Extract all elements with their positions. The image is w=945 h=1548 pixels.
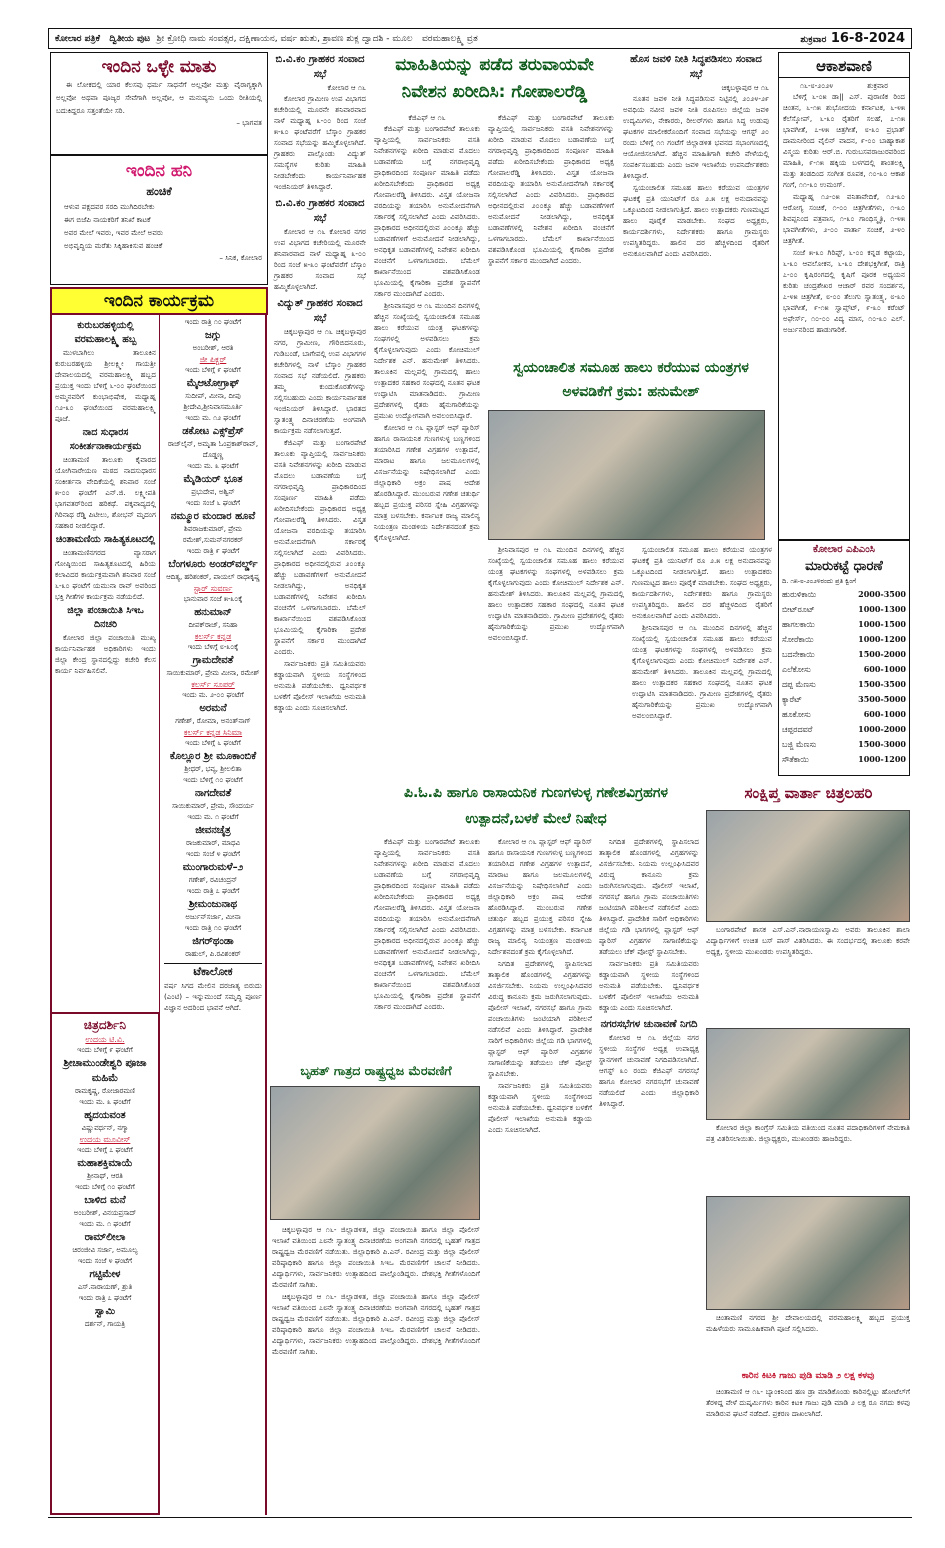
apmc-price: 2000-3500	[858, 589, 906, 599]
apmc-item: ಹುರುಳಿಕಾಯಿ	[782, 590, 817, 599]
bvk-text: ಕೋಲಾರ ಗ್ರಾಮೀಣ ಉಪ ವಿಭಾಗದ ಕಚೇರಿಯಲ್ಲಿ ಮೂರನೇ ಶನಿವಾರವಾದ ನಾಳೆ ಮಧ್ಯಾಹ್ನ ೩-೦೦ ರಿಂದ ಸಂಜೆ ೫-೩೦ ಘಂಟೆವರೆಗೆ ಬೆಸ್ಕಾಂ ಗ್ರಾಹಕರ ಸಂವಾದ ಸಭೆಯನ್ನು ಹಮ್ಮಿಕೊಳ್ಳಲಾಗಿದೆ. ಗ್ರಾಹಕರು ಪಾಲ್ಗೊಂಡು ವಿದ್ಯುತ್ ಸಮಸ್ಯೆಗಳ ಕುರಿತು ಮಾಹಿತಿ ನೀಡಬೇಕೆಂದು ಕಾರ್ಯನಿರ್ವಾಹಕ ಇಂಜಿನಿಯರ್ ತಿಳಿಸಿದ್ದಾರೆ.	[274, 94, 366, 191]
lead-col-2	[486, 112, 616, 354]
tv-listing	[55, 1097, 155, 1134]
program-heading: ಕುರುಬರಹಳ್ಳಿಯಲ್ಲಿ ವರಮಹಾಲಕ್ಷ್ಮಿ ಹಬ್ಬ	[74, 320, 137, 345]
lead-text-cont: ಕೋಲಾರ ಆ ೧೬ ಪ್ಲಾಸ್ಟರ್ ಆಫ್ ಪ್ಯಾರಿಸ್ ಹಾಗೂ ರಾಸಾಯನಿಕ ಗುಣಗಳುಳ್ಳ ಬಣ್ಣಗಳಿಂದ ತಯಾರಿಸಿದ ಗಣೇಶ ವಿಗ್ರಹಗಳ ಉತ್ಪಾದನೆ, ಮಾರಾಟ ಹಾಗೂ ಜಲಮೂಲಗಳಲ್ಲಿ ವಿಸರ್ಜನೆಯನ್ನು ನಿಷೇಧಿಸಲಾಗಿದೆ ಎಂದು ಜಿಲ್ಲಾಧಿಕಾರಿ ಅಕ್ರಂ ಪಾಷ ಆದೇಶ ಹೊರಡಿಸಿದ್ದಾರೆ. ಮುಂಬರುವ ಗಣೇಶ ಚತುರ್ಥಿ ಹಬ್ಬದ ಪ್ರಯುಕ್ತ ಪರಿಸರ ಸ್ನೇಹಿ ವಿಗ್ರಹಗಳನ್ನು ಮಾತ್ರ ಬಳಸಬೇಕು. ಕರ್ನಾಟಕ ರಾಜ್ಯ ಮಾಲಿನ್ಯ ನಿಯಂತ್ರಣ ಮಂಡಳಿಯ ನಿರ್ದೇಶನದಂತೆ ಕ್ರಮ ಕೈಗೊಳ್ಳಲಾಗಿದೆ.	[374, 423, 480, 542]
show-title: ಸ್ವಾಮಿ	[94, 1306, 116, 1317]
apmc-price: 1000-2000	[858, 724, 906, 734]
show-title: ಅರಮನೆ	[199, 703, 227, 714]
apmc-row	[782, 662, 906, 677]
show-time: ಇಂದು ಸಂಜೆ ೬ ಘಂಟೆಗೆ	[185, 499, 241, 507]
show-time: ಇಂದು ಬೆಳಿಗ್ಗೆ ೯ ಘಂಟೆಗೆ	[185, 366, 241, 374]
show-cast: ಚಿರಂಜೀವಿ ಸರ್ಜಾ, ಅಮೂಲ್ಯ	[72, 1246, 138, 1254]
apmc-org: ಕೋಲಾರ ಎಪಿಎಂಸಿ	[813, 544, 875, 555]
channel-name: ಉದಯ ಟಿ.ವಿ.	[85, 1035, 125, 1044]
apmc-item: ಹೂಕೋಸು	[782, 710, 811, 719]
almanac: ಶ್ರೀ ಕ್ರೋಧಿ ನಾಮ ಸಂವತ್ಸರ, ದಕ್ಷಿಣಾಯನ, ವರ್ಷ ಋತು, ಶ್ರಾವಣ ಶುಕ್ಲ ದ್ವಾದಶಿ - ಮೂಲ	[156, 33, 413, 44]
show-title: ಮೈಡಿಯರ್ ಭೂತ	[183, 474, 243, 485]
tv-listing	[55, 1219, 155, 1256]
show-cast: ಗಣೇಶ್, ರೋಮಾ, ಅನಂತ್‌ನಾಗ್	[175, 717, 251, 725]
flag-photo	[270, 1086, 480, 1220]
tv-listing	[164, 546, 262, 583]
program-heading: ನಾದ ಸುಧಾರಸ ಸಂಕೀರ್ತನಾಕಾರ್ಯಕ್ರಮ	[69, 427, 142, 452]
apmc-price: 3500-5000	[858, 694, 906, 704]
brief-caption-1: ಬಂಗಾರಪೇಟೆ ಶಾಸಕ ಎಸ್.ಎನ್.ನಾರಾಯಣಸ್ವಾಮಿ ಅವರು ತಾಲೂಕಿನ ಶಾಲಾ ವಿದ್ಯಾರ್ಥಿಗಳಿಗೆ ಉಚಿತ ಬಸ್ ಪಾಸ್ ವಿತರಿಸಿದರು. ಈ ಸಂದರ್ಭದಲ್ಲಿ ತಾಲೂಕು ಕರವೇ ಅಧ್ಯಕ್ಷ, ಸ್ಥಳೀಯ ಮುಖಂಡರು ಉಪಸ್ಥಿತರಿದ್ದರು.	[706, 925, 910, 956]
date: ಶುಕ್ರವಾರ 16-8-2024	[800, 31, 905, 46]
show-title: ಜಗ್ಗು	[205, 330, 221, 341]
akashavani-day: ಶುಕ್ರವಾರ	[867, 81, 889, 90]
briefs-title: ಸಂಕ್ಷಿಪ್ತ ವಾರ್ತಾ ಚಿತ್ರಲಹರಿ	[744, 784, 873, 802]
flag-headline: ಬೃಹತ್ ಗಾತ್ರದ ರಾಷ್ಟ್ರಧ್ವಜ ಮೆರವಣಿಗೆ	[300, 1063, 452, 1078]
apmc-row	[782, 617, 906, 632]
pop-headline: ಪಿ.ಓ.ಪಿ ಹಾಗೂ ರಾಸಾಯನಿಕ ಗುಣಗಳುಳ್ಳ ಗಣೇಶವಿಗ್ರಹಗಳ ಉತ್ಪಾದನೆ,ಬಳಕೆ ಮೇಲೆ ನಿಷೇಧ	[403, 785, 669, 827]
show-time: ಇಂದು ಮ. ೩ ಘಂಟೆಗೆ	[79, 1098, 131, 1106]
akashavani-title: ಆಕಾಶವಾಣಿ	[779, 55, 909, 78]
apmc-price: 1000-1500	[858, 619, 906, 629]
show-cast: ಸಾಯಿಕುಮಾರ್, ಪ್ರೇಮ, ಸೌಂದರ್ಯ	[172, 802, 254, 810]
show-time: ಇಂದು ಸಂಜೆ ೪ ಘಂಟೆಗೆ	[185, 850, 241, 858]
brief-photo-2	[706, 1028, 910, 1120]
pop-text-3b: ಸಾರ್ವಜನಿಕರು ಪ್ರತಿ ಸಮಿತಿಯವರು ಕಡ್ಡಾಯವಾಗಿ ಸ್ಥಳೀಯ ಸಂಸ್ಥೆಗಳಿಂದ ಅನುಮತಿ ಪಡೆಯಬೇಕು. ಧ್ವನಿವರ್ಧಕ ಬಳಕೆಗೆ ಪೊಲೀಸ್ ಇಲಾಖೆಯ ಅನುಮತಿ ಕಡ್ಡಾಯ ಎಂದು ಸೂಚಿಸಲಾಗಿದೆ.	[599, 959, 699, 1012]
show-title: ಜಿಗರ್‌ಥಂಡಾ	[192, 936, 234, 947]
show-cast: ದೀಪಕ್‌ರಾಜ್, ಸನಿಹಾ	[188, 621, 238, 629]
show-time: ಇಂದು ಬೆಳಿಗ್ಗೆ ೧೦ ಘಂಟೆಗೆ	[75, 1183, 135, 1191]
apmc-table	[782, 587, 906, 767]
show-time: ಇಂದು ರಾತ್ರಿ ೧೦ ಘಂಟೆಗೆ	[184, 924, 242, 932]
continued-text: ಕೆಜಿಎಫ್ ಮತ್ತು ಬಂಗಾರಪೇಟೆ ತಾಲೂಕು ವ್ಯಾಪ್ತಿಯಲ್ಲಿ ಸಾರ್ವಜನಿಕರು ವಸತಿ ನಿವೇಶನಗಳನ್ನು ಖರೀದಿ ಮಾಡುವ ಮೊದಲು ಬಡಾವಣೆಯ ಬಗ್ಗೆ ನಗರಾಭಿವೃದ್ಧಿ ಪ್ರಾಧಿಕಾರದಿಂದ ಸಂಪೂರ್ಣ ಮಾಹಿತಿ ಪಡೆದು ಖರೀದಿಸಬೇಕೆಂದು ಪ್ರಾಧಿಕಾರದ ಅಧ್ಯಕ್ಷ ಗೋಪಾಲರೆಡ್ಡಿ ತಿಳಿಸಿದರು. ವಿಸ್ತೃತ ಯೋಜನಾ ವರದಿಯನ್ನು ತಯಾರಿಸಿ ಅನುಮೋದನೆಗಾಗಿ ಸರ್ಕಾರಕ್ಕೆ ಸಲ್ಲಿಸಲಾಗಿದೆ ಎಂದು ವಿವರಿಸಿದರು. ಪ್ರಾಧಿಕಾರದ ಅಧೀನದಲ್ಲಿರುವ ೨೦೦ಕ್ಕೂ ಹೆಚ್ಚು ಬಡಾವಣೆಗಳಿಗೆ ಅನುಮೋದನೆ ನೀಡಲಾಗಿದ್ದು, ಅನಧಿಕೃತ ಬಡಾವಣೆಗಳಲ್ಲಿ ನಿವೇಶನ ಖರೀದಿಸಿ ವಂಚನೆಗೆ ಒಳಗಾಗಬಾರದು. ಬೆಮೆಲ್ ಕಾರ್ಖಾನೆಯಿಂದ ವಶಪಡಿಸಿಕೊಂಡ ಭೂಮಿಯಲ್ಲಿ ಕೈಗಾರಿಕಾ ಪ್ರದೇಶ ಸ್ಥಾಪನೆಗೆ ಸರ್ಕಾರ ಮುಂದಾಗಿದೆ ಎಂದರು.	[274, 438, 366, 656]
lead-headline: ಮಾಹಿತಿಯನ್ನು ಪಡೆದ ತರುವಾಯವೇ ನಿವೇಶನ ಖರೀದಿಸಿ: ಗೋಪಾಲರೆಡ್ಡಿ	[395, 55, 594, 102]
show-time: ಇಂದು ರಾತ್ರಿ ೭ ಘಂಟೆಗೆ	[78, 1294, 132, 1302]
apmc-price: 600-1000	[863, 664, 906, 674]
milk-col-2	[630, 544, 774, 776]
program-text: ಚಿಂತಾಮಣಿ ತಾಲೂಕು ಕೈವಾರದ ಯೋಗಿನಾರೇಯಣ ಮಠದ ನಾದಸುಧಾರಸ ಸಂಕೀರ್ತನಾ ವೇದಿಕೆಯಲ್ಲಿ ಶನಿವಾರ ಸಂಜೆ ೫-೦೦ ಘಂಟೆಗೆ ಎನ್.ಜಿ. ಲಕ್ಷ್ಮೀಪತಿ ಭಾಗವತರ್‌ರಿಂದ ಹರಿಕಥೆ. ಪಕ್ಕವಾದ್ಯದಲ್ಲಿ ಗಿರಿನಾಥ ರೆಡ್ಡಿ ಪಿಟೀಲು, ಶೋಭನ್ ಮೃದಂಗ ಸಹಕಾರ ನೀಡಲಿದ್ದಾರೆ.	[55, 455, 156, 530]
show-time: ಇಂದು ರಾತ್ರಿ ೭ ಘಂಟೆಗೆ	[186, 887, 240, 895]
show-title: ಮಹಾಶಕ್ತಿಮಾಯೆ	[77, 1158, 133, 1169]
show-cast: ವಿಷ್ಣುವರ್ಧನ್, ನಗ್ಮಾ	[81, 1124, 129, 1132]
apmc-item: ಎಲೆಕೋಸು	[782, 665, 811, 674]
apmc-row	[782, 692, 906, 707]
program-text: ಮುಳಬಾಗಿಲು ತಾಲೂಕಿನ ಕುರುಬರಹಳ್ಳಿಯ ಶ್ರೀಲಕ್ಷ್ಮೀ ಗಾಯತ್ರೀ ದೇವಾಲಯದಲ್ಲಿ ವರಮಹಾಲಕ್ಷ್ಮಿ ಹಬ್ಬದ ಪ್ರಯುಕ್ತ ಇಂದು ಬೆಳಿಗ್ಗೆ ೬-೦೦ ಘಂಟೆಯಿಂದ ಅಮ್ಮನವರಿಗೆ ಕುಂಭಾಭಿಷೇಕ, ಮಧ್ಯಾಹ್ನ ೧೨-೩೦ ಘಂಟೆಯಿಂದ ವರಮಹಾಲಕ್ಷ್ಮಿ ಪೂಜೆ.	[55, 348, 156, 423]
tv-listing	[164, 923, 262, 960]
apmc-item: ಬಜ್ಜಿ ಮೆಣಸು	[782, 740, 817, 749]
pop-col-1	[486, 836, 594, 1516]
apmc-item: ದಪ್ಪ ಮೆಣಸು	[782, 680, 816, 689]
tv-listing	[164, 679, 262, 727]
apmc-row	[782, 632, 906, 647]
akashavani-date: ೧೬-೮-೨೦೨೪	[799, 81, 834, 90]
apmc-price: 1500-2000	[858, 649, 906, 659]
show-cast: ಪ್ರಭುದೇವ, ಅಶ್ವಿನ್	[191, 488, 235, 496]
tv-listing	[164, 727, 262, 775]
brief-photo-1	[706, 810, 910, 922]
tv-listing	[55, 1293, 155, 1330]
apmc-price: 1000-1300	[858, 604, 906, 614]
bvk-text-3: ಚಿಕ್ಕಬಳ್ಳಾಪುರ ಆ ೧೬ ಚಿಕ್ಕಬಳ್ಳಾಪುರ ನಗರ, ಗ್ರಾಮೀಣ, ಗೌರಿಬಿದನೂರು, ಗುಡಿಬಂಡೆ, ಬಾಗೇಪಲ್ಲಿ ಉಪ ವಿಭಾಗಗಳ ಕಚೇರಿಗಳಲ್ಲಿ ನಾಳೆ ಬೆಸ್ಕಾಂ ಗ್ರಾಹಕರ ಸಂವಾದ ಸಭೆ ನಡೆಯಲಿದೆ. ಗ್ರಾಹಕರು ತಮ್ಮ ಕುಂದುಕೊರತೆಗಳನ್ನು ಸಲ್ಲಿಸಬಹುದು ಎಂದು ಕಾರ್ಯನಿರ್ವಾಹಕ ಇಂಜಿನಿಯರ್ ತಿಳಿಸಿದ್ದಾರೆ. ಭಾರತದ ಸ್ವಾತಂತ್ರ್ಯ ದಿನಾಚರಣೆಯ ಅಂಗವಾಗಿ ಕಾರ್ಯಕ್ರಮ ನಡೆಸಲಾಗುತ್ತದೆ.	[274, 327, 366, 435]
flag-text: ಚಿಕ್ಕಬಳ್ಳಾಪುರ ಆ ೧೬- ಜಿಲ್ಲಾಡಳಿತ, ಜಿಲ್ಲಾ ಪಂಚಾಯಿತಿ ಹಾಗೂ ಜಿಲ್ಲಾ ಪೊಲೀಸ್ ಇಲಾಖೆ ವತಿಯಿಂದ ೭೮ನೇ ಸ್ವಾತಂತ್ರ್ಯ ದಿನಾಚರಣೆಯ ಅಂಗವಾಗಿ ನಗರದಲ್ಲಿ ಬೃಹತ್ ಗಾತ್ರದ ರಾಷ್ಟ್ರಧ್ವಜ ಮೆರವಣಿಗೆ ನಡೆಯಿತು. ಜಿಲ್ಲಾಧಿಕಾರಿ ಪಿ.ಎನ್. ರವೀಂದ್ರ ಮತ್ತು ಜಿಲ್ಲಾ ಪೊಲೀಸ್ ವರಿಷ್ಠಾಧಿಕಾರಿ ಹಾಗೂ ಜಿಲ್ಲಾ ಪಂಚಾಯಿತಿ ಸಿಇಒ ಮೆರವಣಿಗೆಗೆ ಚಾಲನೆ ನೀಡಿದರು. ವಿದ್ಯಾರ್ಥಿಗಳು, ಸಾರ್ವಜನಿಕರು ಉತ್ಸಾಹದಿಂದ ಪಾಲ್ಗೊಂಡಿದ್ದರು. ದೇಶಭಕ್ತಿ ಗೀತೆಗಳೊಂದಿಗೆ ಮೆರವಣಿಗೆ ಸಾಗಿತು.	[272, 1225, 480, 1289]
programs-title: ಇಂದಿನ ಕಾರ್ಯಕ್ರಮ	[50, 287, 268, 315]
bvk-title: ಬಿ.ವಿ.ಕಂ ಗ್ರಾಹಕರ ಸಂವಾದ ಸಭೆ	[275, 54, 365, 80]
lead-text-2: ಕೆಜಿಎಫ್ ಮತ್ತು ಬಂಗಾರಪೇಟೆ ತಾಲೂಕು ವ್ಯಾಪ್ತಿಯಲ್ಲಿ ಸಾರ್ವಜನಿಕರು ವಸತಿ ನಿವೇಶನಗಳನ್ನು ಖರೀದಿ ಮಾಡುವ ಮೊದಲು ಬಡಾವಣೆಯ ಬಗ್ಗೆ ನಗರಾಭಿವೃದ್ಧಿ ಪ್ರಾಧಿಕಾರದಿಂದ ಸಂಪೂರ್ಣ ಮಾಹಿತಿ ಪಡೆದು ಖರೀದಿಸಬೇಕೆಂದು ಪ್ರಾಧಿಕಾರದ ಅಧ್ಯಕ್ಷ ಗೋಪಾಲರೆಡ್ಡಿ ತಿಳಿಸಿದರು. ವಿಸ್ತೃತ ಯೋಜನಾ ವರದಿಯನ್ನು ತಯಾರಿಸಿ ಅನುಮೋದನೆಗಾಗಿ ಸರ್ಕಾರಕ್ಕೆ ಸಲ್ಲಿಸಲಾಗಿದೆ ಎಂದು ವಿವರಿಸಿದರು. ಪ್ರಾಧಿಕಾರದ ಅಧೀನದಲ್ಲಿರುವ ೨೦೦ಕ್ಕೂ ಹೆಚ್ಚು ಬಡಾವಣೆಗಳಿಗೆ ಅನುಮೋದನೆ ನೀಡಲಾಗಿದ್ದು, ಅನಧಿಕೃತ ಬಡಾವಣೆಗಳಲ್ಲಿ ನಿವೇಶನ ಖರೀದಿಸಿ ವಂಚನೆಗೆ ಒಳಗಾಗಬಾರದು. ಬೆಮೆಲ್ ಕಾರ್ಖಾನೆಯಿಂದ ವಶಪಡಿಸಿಕೊಂಡ ಭೂಮಿಯಲ್ಲಿ ಕೈಗಾರಿಕಾ ಪ್ರದೇಶ ಸ್ಥಾಪನೆಗೆ ಸರ್ಕಾರ ಮುಂದಾಗಿದೆ ಎಂದರು.	[488, 113, 614, 265]
apmc-row	[782, 737, 906, 752]
pop-text-3: ಸಾರ್ವಜನಿಕರು ಪ್ರತಿ ಸಮಿತಿಯವರು ಕಡ್ಡಾಯವಾಗಿ ಸ್ಥಳೀಯ ಸಂಸ್ಥೆಗಳಿಂದ ಅನುಮತಿ ಪಡೆಯಬೇಕು. ಧ್ವನಿವರ್ಧಕ ಬಳಕೆಗೆ ಪೊಲೀಸ್ ಇಲಾಖೆಯ ಅನುಮತಿ ಕಡ್ಡಾಯ ಎಂದು ಸೂಚಿಸಲಾಗಿದೆ.	[488, 1081, 592, 1134]
hani-box	[50, 155, 268, 285]
continued-text: ಕೆಜಿಎಫ್ ಮತ್ತು ಬಂಗಾರಪೇಟೆ ತಾಲೂಕು ವ್ಯಾಪ್ತಿಯಲ್ಲಿ ಸಾರ್ವಜನಿಕರು ವಸತಿ ನಿವೇಶನಗಳನ್ನು ಖರೀದಿ ಮಾಡುವ ಮೊದಲು ಬಡಾವಣೆಯ ಬಗ್ಗೆ ನಗರಾಭಿವೃದ್ಧಿ ಪ್ರಾಧಿಕಾರದಿಂದ ಸಂಪೂರ್ಣ ಮಾಹಿತಿ ಪಡೆದು ಖರೀದಿಸಬೇಕೆಂದು ಪ್ರಾಧಿಕಾರದ ಅಧ್ಯಕ್ಷ ಗೋಪಾಲರೆಡ್ಡಿ ತಿಳಿಸಿದರು. ವಿಸ್ತೃತ ಯೋಜನಾ ವರದಿಯನ್ನು ತಯಾರಿಸಿ ಅನುಮೋದನೆಗಾಗಿ ಸರ್ಕಾರಕ್ಕೆ ಸಲ್ಲಿಸಲಾಗಿದೆ ಎಂದು ವಿವರಿಸಿದರು. ಪ್ರಾಧಿಕಾರದ ಅಧೀನದಲ್ಲಿರುವ ೨೦೦ಕ್ಕೂ ಹೆಚ್ಚು ಬಡಾವಣೆಗಳಿಗೆ ಅನುಮೋದನೆ ನೀಡಲಾಗಿದ್ದು, ಅನಧಿಕೃತ ಬಡಾವಣೆಗಳಲ್ಲಿ ನಿವೇಶನ ಖರೀದಿಸಿ ವಂಚನೆಗೆ ಒಳಗಾಗಬಾರದು. ಬೆಮೆಲ್ ಕಾರ್ಖಾನೆಯಿಂದ ವಶಪಡಿಸಿಕೊಂಡ ಭೂಮಿಯಲ್ಲಿ ಕೈಗಾರಿಕಾ ಪ್ರದೇಶ ಸ್ಥಾಪನೆಗೆ ಸರ್ಕಾರ ಮುಂದಾಗಿದೆ ಎಂದರು.	[374, 837, 480, 1011]
telelok-text: ವರ್ಷ ಸಿಗದ ಮೇಲಿನ ದರಜಾತ್ಯ ಬಿರುದು (ಎಂಟಿ) – ಇನ್ನುಮುಂದೆ ಸಮೃದ್ಧಿ ಪೂರ್ಣ ವಿಜ್ಞಾನ ಅದರಿಂದ ಭಾವನೆ ಆಗಿದೆ.	[164, 981, 262, 1012]
hani-poem: ಆಳುವ ಪಕ್ಷದವರ ಸರದಿ ಮುಗಿದಿರಬೇಕು ಈಗ ಬಿಜೆಪಿ ನಾಯಕರಿಗೆ ತನಿಖೆ ಕಾಟಕೆ ಅವರ ಮೇಲೆ ಇವರು, ಇವರ ಮೇಲೆ ಅವರು ಅಭಿವೃದ್ಧಿಯ ಮರೆತು ಸಿಕ್ಕಿಹಾಕಿಸುವ ಹಂಚಿಕೆ	[64, 202, 164, 250]
chitradarshini-box	[50, 1012, 160, 1515]
milk-headline: ಸ್ವಯಂಚಾಲಿತ ಸಮೂಹ ಹಾಲು ಕರೆಯುವ ಯಂತ್ರಗಳ ಅಳವಡಿಕೆಗೆ ಕ್ರಮ: ಹನುಮೇಶ್	[513, 360, 749, 400]
apmc-item: ಬದನೇಕಾಯಿ	[782, 650, 815, 659]
show-cast: ಸುದೀಪ್, ಮೀನಾ, ದೀಪು ಶ್ರೀದೇವಿ,ಶ್ರೀನಿವಾಸಮೂರ್ತಿ	[183, 392, 243, 411]
show-cast: ಶ್ರೀಧರ್, ಭವ್ಯ, ಶ್ರೀಲಲಿತಾ	[184, 765, 242, 773]
tv-listing	[164, 583, 262, 631]
milk-col-1	[486, 544, 626, 776]
apmc-price: 1000-1200	[858, 634, 906, 644]
show-time: ಇಂದು ಮ. ೧ ಘಂಟೆಗೆ	[187, 813, 239, 821]
bvk-text-2: ಕೋಲಾರ ಆ ೧೬ ಕೋಲಾರ ನಗರ ಉಪ ವಿಭಾಗದ ಕಚೇರಿಯಲ್ಲಿ ಮೂರನೇ ಶನಿವಾರವಾದ ನಾಳೆ ಮಧ್ಯಾಹ್ನ ೩-೦೦ ರಿಂದ ಸಂಜೆ ೫-೩೦ ಘಂಟೆವರೆಗೆ ಬೆಸ್ಕಾಂ ಗ್ರಾಹಕರ ಸಂವಾದ ಸಭೆ ಹಮ್ಮಿಕೊಳ್ಳಲಾಗಿದೆ.	[274, 227, 366, 291]
show-cast: ಶಿವರಾಜಕುಮಾರ್, ಪ್ರೇಮ ರಮೇಶ್,ಸುಮನ್‌ನಗರಕರ್	[182, 525, 244, 544]
show-time: ಇಂದು ರಾತ್ರಿ ೧೦ ಘಂಟೆಗೆ	[184, 318, 242, 326]
show-title: ಬಾಳಿದ ಮನೆ	[84, 1195, 126, 1206]
apmc-row	[782, 677, 906, 692]
show-title: ರಾಮ್‌ಲೀಲಾ	[84, 1232, 126, 1243]
vrata: ವರಮಹಾಲಕ್ಷ್ಮಿ ವ್ರತ	[421, 33, 478, 44]
milk-text-1: ಶ್ರೀನಿವಾಸಪುರ ಆ ೧೬ ಮುಂದಿನ ದಿನಗಳಲ್ಲಿ ಹೆಚ್ಚಿನ ಸಂಖ್ಯೆಯಲ್ಲಿ ಸ್ವಯಂಚಾಲಿತ ಸಮೂಹ ಹಾಲು ಕರೆಯುವ ಯಂತ್ರ ಘಟಕಗಳನ್ನು ಸಂಘಗಳಲ್ಲಿ ಅಳವಡಿಸಲು ಕ್ರಮ ಕೈಗೊಳ್ಳಲಾಗುವುದು ಎಂದು ಕೋಚಿಮುಲ್ ನಿರ್ದೇಶಕ ಎನ್. ಹನುಮೇಶ್ ತಿಳಿಸಿದರು. ತಾಲೂಕಿನ ಮಲ್ಲಪಲ್ಲಿ ಗ್ರಾಮದಲ್ಲಿ ಹಾಲು ಉತ್ಪಾದಕರ ಸಹಕಾರ ಸಂಘದಲ್ಲಿ ನೂತನ ಘಟಕ ಉದ್ಘಾಟಿಸಿ ಮಾತನಾಡಿದರು. ಗ್ರಾಮೀಣ ಪ್ರದೇಶಗಳಲ್ಲಿ ರೈತರು ಹೈನುಗಾರಿಕೆಯನ್ನು ಪ್ರಮುಖ ಉದ್ಯೋಗವಾಗಿ ಅವಲಂಬಿಸಿದ್ದಾರೆ.	[488, 545, 624, 642]
show-title: ಗಟ್ಟಿಮೇಳ	[89, 1269, 121, 1280]
brief-caption-3: ಚಿಂತಾಮಣಿ ನಗರದ ಶ್ರೀ ದೇವಾಲಯದಲ್ಲಿ ವರಮಹಾಲಕ್ಷ್ಮಿ ಹಬ್ಬದ ಪ್ರಯುಕ್ತ ಮಹಿಳೆಯರು ಸಾಮೂಹಿಕವಾಗಿ ಪೂಜೆ ಸಲ್ಲಿಸಿದರು.	[706, 1313, 910, 1333]
tv-listing	[164, 317, 262, 354]
show-cast: ಎಸ್.ನಾರಾಯಣ್, ಶ್ರುತಿ	[77, 1283, 133, 1291]
tv-listing	[164, 849, 262, 886]
show-time: ಇಂದು ಬೆಳಿಗ್ಗೆ ೮-೩೦ಕ್ಕೆ	[187, 643, 239, 651]
channel-name: ಜೀ ಪಿಕ್ಚರ್	[199, 355, 227, 364]
show-cast: ಅರ್ಜುನ್‌ಸರ್ಜಾ, ಮೀನಾ	[185, 913, 241, 921]
tv-listing	[164, 775, 262, 812]
apmc-row	[782, 587, 906, 602]
pop-col-0	[372, 836, 482, 1056]
akashavani-box	[778, 52, 910, 540]
show-title: ಹೃದಯವಂತ	[84, 1110, 126, 1121]
program-heading: ಜಿಲ್ಲಾ ಪಂಚಾಯಿತಿ ಸಿಇಒ ದಿನಚರಿ	[67, 605, 144, 630]
akashavani-morning: ಬೆಳಿಗ್ಗೆ ೬-೦೫ ಡಾ|| ಎಸ್. ಪುರಾಣಿಕ ರಿಂದ ಚಿಂತನ, ೬-೧೫ ಶುಭೋದಯ ಕರ್ನಾಟಕ, ೬-೪೫ ಕೆಲೆಸ್ಕೋಪ್, ೬-೩೦ ರೈತರಿಗೆ ಸಲಹೆ, ೭-೧೫ ಭಾವಗೀತೆ, ೭-೪೫ ಚಿತ್ರಗೀತೆ, ೮-೩೦ ಪ್ರಭಾತ್ ದಾಮನೀರಿಂದ ವೈಲಿನ್ ವಾದನ, ೯-೦೦ ಬಾಹ್ಯಾಕಾಶ ವಿಸ್ಮಯ ಕುರಿತು ಆರ್.ಬಿ. ಗುರುಬಸವರಾಜುರವರಿಂದ ಮಾಹಿತಿ, ೯-೧೫ ಹಕ್ಕಿಯ ಬಳಗದಲ್ಲಿ ಶಾಂತಲಕ್ಷ್ಮಿ ಮತ್ತು ತಂಡದಿಂದ ಸಂಗೀತ ರೂಪಕ, ೧೦-೩೦ ಆಕಾಶ ಗಂಗೆ, ೧೧-೩೦ ಉಮಂಗ್.	[783, 92, 905, 189]
akashavani-afternoon: ಮಧ್ಯಾಹ್ನ ೧೨-೦೫ ವನಿತಾವೇದಿಕೆ, ೧೨-೩೦ ಆರೋಗ್ಯ ಸಂಚಿಕೆ, ೧-೦೦ ಚಿತ್ರಗೀತೆಗಳು, ೧-೩೦ ಶಿವಪ್ಪನಿಂದ ಪತ್ರವಾಸ, ೧-೩೦ ಗಾಂಧಿಸ್ಮೃತಿ, ೧-೪೫ ಭಾವಗೀತೆಗಳು, ೨-೦೦ ವಾರ್ತಾ ಸಂಚಿಕೆ, ೨-೪೦ ಚಿತ್ರಗೀತೆ.	[783, 192, 905, 245]
show-time: ಇಂದು ಬೆಳಿಗ್ಗೆ ೧೦ ಘಂಟೆಗೆ	[183, 776, 243, 784]
show-title: ನಮ್ಮೂರ ಮಂದಾರ ಹೂವೆ	[170, 511, 256, 522]
show-title: ಜೀವನಚೈತ್ರ	[195, 825, 231, 836]
show-cast: ರಾಜ್‌ಲೈನ್, ಅಮೃತಾ ಓಂಪ್ರಕಾಶ್‌ರಾವ್, ದೊಡ್ಡಣ್ಣ	[167, 440, 259, 459]
show-time: ಇಂದು ಸಂಜೆ ೪ ಘಂಟೆಗೆ	[77, 1257, 133, 1265]
show-title: ಬೆಂಗಳೂರು ಅಂಡರ್‌ವರ್ಲ್ಡ್	[168, 559, 258, 570]
hani-subtitle: ಹಂಚಿಕೆ	[146, 185, 172, 198]
channel-name: ಕಲರ್ಸ್ ಕನ್ನಡ	[194, 632, 232, 641]
textile-text-cont: ಸ್ವಯಂಚಾಲಿತ ಸಮೂಹ ಹಾಲು ಕರೆಯುವ ಯಂತ್ರಗಳ ಘಟಕಕ್ಕೆ ಪ್ರತಿ ಯುನಿಟ್‌ಗೆ ರೂ ೨.೫ ಲಕ್ಷ ಅನುದಾನವನ್ನು ಒಕ್ಕೂಟದಿಂದ ನೀಡಲಾಗುತ್ತಿದೆ. ಹಾಲು ಉತ್ಪಾದಕರು ಗುಣಮಟ್ಟದ ಹಾಲು ಪೂರೈಕೆ ಮಾಡಬೇಕು. ಸಂಘದ ಅಧ್ಯಕ್ಷರು, ಕಾರ್ಯದರ್ಶಿಗಳು, ನಿರ್ದೇಶಕರು ಹಾಗೂ ಗ್ರಾಮಸ್ಥರು ಉಪಸ್ಥಿತರಿದ್ದರು. ಹಾಲಿನ ದರ ಹೆಚ್ಚಳದಿಂದ ರೈತರಿಗೆ ಅನುಕೂಲವಾಗಿದೆ ಎಂದು ವಿವರಿಸಿದರು.	[623, 183, 769, 258]
program-heading: ಚಿಂತಾಮಣಿಯ ಸಾಹಿತ್ಯಕೂಟದಲ್ಲಿ	[55, 534, 156, 545]
akashavani-evening: ಸಂಜೆ ೫-೩೦ ಗಿರಿಪ್ಟ್, ೬-೦೦ ಕನ್ನಡ ಕಟ್ಟಾಯ, ೬-೩೦ ಆವಲೋಕನ, ೬-೩೦ ದೇಶಭಕ್ತಿಗೀತೆ, ರಾತ್ರಿ ೭-೦೦ ಕೃಷಿರಂಗದಲ್ಲಿ ಕೃಷಿಗೆ ಪೂರಕ ಅಧ್ಯಯನ ಕುರಿತು ಚಂದ್ರಶೇಖರ ಆಚಾರ್ ರವರ ಸಂದರ್ಶನ, ೭-೪೫ ಚಿತ್ರಗೀತೆ, ೮-೦೦ ತೆಲುಗು ಸ್ವಾತಂತ್ರ್ಯ, ೮-೩೦ ಭಾವಗೀತೆ, ೯-೧೫ ಸ್ವಾಪ್ಸ್‌ಟ್, ೯-೩೦ ಕರೆಂಟ್ ಅಫೇರ್ಸ್, ೧೦-೦೦ ವಿದ್ಯ ಮಾಸ, ೧೦-೩೦ ಎಲ್. ಅರ್ಜುನರಿಂದ ಹಾಡುಗಾರಿಕೆ.	[783, 248, 905, 334]
chitradarshini-title: ಚಿತ್ರದರ್ಶಿನಿ	[83, 1018, 127, 1032]
good-word-title: ಇಂದಿನ ಒಳ್ಳೇ ಮಾತು	[101, 57, 217, 77]
apmc-note: ದಿ. ೧೫-೮-೨೦೨೪ರಂದು ಪ್ರತಿ ಕ್ವಿಂಗೆ	[782, 577, 856, 585]
apmc-price: 600-1000	[863, 709, 906, 719]
show-title: ಮೈಆಟೋಗ್ರಾಫ್	[186, 378, 240, 389]
apmc-item: ಸೌತೆಕಾಯಿ	[782, 755, 809, 764]
pop-text-2: ನಿಗದಿತ ಪ್ರದೇಶಗಳಲ್ಲಿ ಸ್ಥಾಪಿಸಲಾದ ತಾತ್ಕಾಲಿಕ ಹೊಂಡಗಳಲ್ಲಿ ವಿಗ್ರಹಗಳನ್ನು ವಿಸರ್ಜಿಸಬೇಕು. ನಿಯಮ ಉಲ್ಲಂಘಿಸಿದವರ ವಿರುದ್ಧ ಕಾನೂನು ಕ್ರಮ ಜರುಗಿಸಲಾಗುವುದು. ಪೊಲೀಸ್ ಇಲಾಖೆ, ನಗರಸಭೆ ಹಾಗೂ ಗ್ರಾಮ ಪಂಚಾಯಿತಿಗಳು ಜಂಟಿಯಾಗಿ ಪರಿಶೀಲನೆ ನಡೆಸಲಿವೆ ಎಂದು ತಿಳಿಸಿದ್ದಾರೆ. ಪ್ರಾದೇಶಿಕ ಸಾರಿಗೆ ಅಧಿಕಾರಿಗಳು ಜಿಲ್ಲೆಯ ಗಡಿ ಭಾಗಗಳಲ್ಲಿ ಪ್ಲಾಸ್ಟರ್ ಆಫ್ ಪ್ಯಾರಿಸ್ ವಿಗ್ರಹಗಳ ಸಾಗಾಣಿಕೆಯನ್ನು ತಡೆಯಲು ಚೆಕ್ ಪೋಸ್ಟ್ ಸ್ಥಾಪಿಸಬೇಕು.	[488, 959, 592, 1078]
apmc-row	[782, 647, 906, 662]
show-time: ಇಂದು ಬೆಳಿಗ್ಗೆ ೯ ಘಂಟೆಗೆ	[77, 1046, 133, 1054]
brief-caption-2: ಕೋಲಾರ ಜಿಲ್ಲಾ ಕಾಂಗ್ರೆಸ್ ಸಮಿತಿಯ ವತಿಯಿಂದ ನೂತನ ಪದಾಧಿಕಾರಿಗಳಿಗೆ ನೇಮಕಾತಿ ಪತ್ರ ವಿತರಿಸಲಾಯಿತು. ಜಿಲ್ಲಾಧ್ಯಕ್ಷರು, ಮುಖಂಡರು ಹಾಜರಿದ್ದರು.	[706, 1123, 910, 1143]
channel-name: ಸ್ಟಾರ್ ಸುವರ್ಣ	[193, 584, 233, 593]
flag-text-cont: ಚಿಕ್ಕಬಳ್ಳಾಪುರ ಆ ೧೬- ಜಿಲ್ಲಾಡಳಿತ, ಜಿಲ್ಲಾ ಪಂಚಾಯಿತಿ ಹಾಗೂ ಜಿಲ್ಲಾ ಪೊಲೀಸ್ ಇಲಾಖೆ ವತಿಯಿಂದ ೭೮ನೇ ಸ್ವಾತಂತ್ರ್ಯ ದಿನಾಚರಣೆಯ ಅಂಗವಾಗಿ ನಗರದಲ್ಲಿ ಬೃಹತ್ ಗಾತ್ರದ ರಾಷ್ಟ್ರಧ್ವಜ ಮೆರವಣಿಗೆ ನಡೆಯಿತು. ಜಿಲ್ಲಾಧಿಕಾರಿ ಪಿ.ಎನ್. ರವೀಂದ್ರ ಮತ್ತು ಜಿಲ್ಲಾ ಪೊಲೀಸ್ ವರಿಷ್ಠಾಧಿಕಾರಿ ಹಾಗೂ ಜಿಲ್ಲಾ ಪಂಚಾಯಿತಿ ಸಿಇಒ ಮೆರವಣಿಗೆಗೆ ಚಾಲನೆ ನೀಡಿದರು. ವಿದ್ಯಾರ್ಥಿಗಳು, ಸಾರ್ವಜನಿಕರು ಉತ್ಸಾಹದಿಂದ ಪಾಲ್ಗೊಂಡಿದ್ದರು. ದೇಶಭಕ್ತಿ ಗೀತೆಗಳೊಂದಿಗೆ ಮೆರವಣಿಗೆ ಸಾಗಿತು.	[272, 1292, 480, 1356]
tv-listing	[164, 631, 262, 679]
textile-title: ಹೊಸ ಜವಳಿ ನೀತಿ ಸಿದ್ಧಪಡಿಸಲು ಸಂವಾದ ಸಭೆ	[630, 54, 762, 80]
show-time: ಇಂದು ಬೆಳಿಗ್ಗೆ ೬ ಘಂಟೆಗೆ	[185, 739, 241, 747]
textile-text: ನೂತನ ಜವಳಿ ನೀತಿ ಸಿದ್ಧಪಡಿಸುವ ನಿಟ್ಟಿನಲ್ಲಿ ೨೦೨೪-೨೯ ಅವಧಿಯ ನವೀನ ಜವಳಿ ನೀತಿ ರೂಪಿಸಲು ಜಿಲ್ಲೆಯ ಜವಳಿ ಉದ್ಯಮಿಗಳು, ನೇಕಾರರು, ರೀಲರ್‌ಗಳು ಹಾಗೂ ಸಿದ್ಧ ಉಡುಪು ಘಟಕಗಳ ಮಾಲೀಕರೊಂದಿಗೆ ಸಂವಾದ ಸಭೆಯನ್ನು ಆಗಸ್ಟ್ ೨೦ ರಂದು ಬೆಳಿಗ್ಗೆ ೧೧ ಗಂಟೆಗೆ ಜಿಲ್ಲಾಡಳಿತ ಭವನದ ಸಭಾಂಗಣದಲ್ಲಿ ಆಯೋಜಿಸಲಾಗಿದೆ. ಹೆಚ್ಚಿನ ಮಾಹಿತಿಗಾಗಿ ಕಚೇರಿ ವೇಳೆಯಲ್ಲಿ ಸಂಪರ್ಕಿಸಬಹುದು ಎಂದು ಜವಳಿ ಇಲಾಖೆಯ ಉಪನಿರ್ದೇಶಕರು ತಿಳಿಸಿದ್ದಾರೆ.	[623, 94, 769, 180]
nagarasabhe-title: ನಗರಸಭೆಗಳ ಚುನಾವಣೆ ನಿಗದಿ	[600, 1019, 698, 1030]
bvk-column	[272, 52, 368, 1057]
show-cast: ದರ್ಶನ್, ಗಾಯತ್ರಿ	[84, 1320, 126, 1328]
apmc-box	[778, 540, 910, 776]
apmc-price: 1000-1200	[858, 754, 906, 764]
good-word-source: – ಭಾಗವತ	[236, 118, 262, 127]
apmc-title: ಮಾರುಕಟ್ಟೆ ಧಾರಣೆ	[805, 559, 883, 574]
show-cast: ರಾಜಕುಮಾರ್, ಮಾಧವಿ	[186, 839, 240, 847]
apmc-row	[782, 722, 906, 737]
show-time: ಭಾನುವಾರ ಸಂಜೆ ೫-೩೦ಕ್ಕೆ	[183, 595, 243, 603]
milk-photo	[488, 410, 765, 540]
milk-text-2: ಸ್ವಯಂಚಾಲಿತ ಸಮೂಹ ಹಾಲು ಕರೆಯುವ ಯಂತ್ರಗಳ ಘಟಕಕ್ಕೆ ಪ್ರತಿ ಯುನಿಟ್‌ಗೆ ರೂ ೨.೫ ಲಕ್ಷ ಅನುದಾನವನ್ನು ಒಕ್ಕೂಟದಿಂದ ನೀಡಲಾಗುತ್ತಿದೆ. ಹಾಲು ಉತ್ಪಾದಕರು ಗುಣಮಟ್ಟದ ಹಾಲು ಪೂರೈಕೆ ಮಾಡಬೇಕು. ಸಂಘದ ಅಧ್ಯಕ್ಷರು, ಕಾರ್ಯದರ್ಶಿಗಳು, ನಿರ್ದೇಶಕರು ಹಾಗೂ ಗ್ರಾಮಸ್ಥರು ಉಪಸ್ಥಿತರಿದ್ದರು. ಹಾಲಿನ ದರ ಹೆಚ್ಚಳದಿಂದ ರೈತರಿಗೆ ಅನುಕೂಲವಾಗಿದೆ ಎಂದು ವಿವರಿಸಿದರು.	[632, 545, 772, 620]
apmc-item: ಸೋರೆಕಾಯಿ	[782, 635, 814, 644]
programs-events	[50, 315, 160, 1012]
tv-listing	[164, 413, 262, 461]
show-cast: ರಾಹುಲ್, ಪಿ.ರವಿಶಂಕರ್	[185, 950, 241, 958]
show-cast: ಅಂಬರೀಶ್, ವಿನಯಪ್ರಸಾದ್	[73, 1209, 137, 1217]
flag-text-box	[270, 1224, 482, 1516]
textile-article	[620, 52, 772, 354]
tv-listing	[164, 498, 262, 546]
show-title: ಗ್ರಾಮದೇವತೆ	[192, 655, 234, 666]
lead-dateline: ಕೆಜಿಎಫ್ ಆ ೧೬	[408, 113, 446, 122]
tv-listing	[164, 461, 262, 498]
textile-dateline: ಚಿಕ್ಕಬಳ್ಳಾಪುರ ಆ ೧೬	[721, 83, 769, 92]
channel-name: ಕಲರ್ಸ್ ಸೂಪರ್	[191, 680, 235, 689]
apmc-row	[782, 707, 906, 722]
pop-col-2	[597, 836, 701, 1516]
hani-title: ಇಂದಿನ ಹನಿ	[125, 161, 193, 181]
show-title: ಮುಂಗಾರುಮಳೆ–೨	[182, 862, 244, 873]
tv-listing	[55, 1034, 155, 1097]
show-title: ಹನುಮಾನ್	[194, 607, 232, 618]
show-cast: ಶ್ರೀನಾಥ್, ಆರತಿ	[87, 1172, 123, 1180]
lead-text: ಕೆಜಿಎಫ್ ಮತ್ತು ಬಂಗಾರಪೇಟೆ ತಾಲೂಕು ವ್ಯಾಪ್ತಿಯಲ್ಲಿ ಸಾರ್ವಜನಿಕರು ವಸತಿ ನಿವೇಶನಗಳನ್ನು ಖರೀದಿ ಮಾಡುವ ಮೊದಲು ಬಡಾವಣೆಯ ಬಗ್ಗೆ ನಗರಾಭಿವೃದ್ಧಿ ಪ್ರಾಧಿಕಾರದಿಂದ ಸಂಪೂರ್ಣ ಮಾಹಿತಿ ಪಡೆದು ಖರೀದಿಸಬೇಕೆಂದು ಪ್ರಾಧಿಕಾರದ ಅಧ್ಯಕ್ಷ ಗೋಪಾಲರೆಡ್ಡಿ ತಿಳಿಸಿದರು. ವಿಸ್ತೃತ ಯೋಜನಾ ವರದಿಯನ್ನು ತಯಾರಿಸಿ ಅನುಮೋದನೆಗಾಗಿ ಸರ್ಕಾರಕ್ಕೆ ಸಲ್ಲಿಸಲಾಗಿದೆ ಎಂದು ವಿವರಿಸಿದರು. ಪ್ರಾಧಿಕಾರದ ಅಧೀನದಲ್ಲಿರುವ ೨೦೦ಕ್ಕೂ ಹೆಚ್ಚು ಬಡಾವಣೆಗಳಿಗೆ ಅನುಮೋದನೆ ನೀಡಲಾಗಿದ್ದು, ಅನಧಿಕೃತ ಬಡಾವಣೆಗಳಲ್ಲಿ ನಿವೇಶನ ಖರೀದಿಸಿ ವಂಚನೆಗೆ ಒಳಗಾಗಬಾರದು. ಬೆಮೆಲ್ ಕಾರ್ಖಾನೆಯಿಂದ ವಶಪಡಿಸಿಕೊಂಡ ಭೂಮಿಯಲ್ಲಿ ಕೈಗಾರಿಕಾ ಪ್ರದೇಶ ಸ್ಥಾಪನೆಗೆ ಸರ್ಕಾರ ಮುಂದಾಗಿದೆ ಎಂದರು.	[374, 124, 480, 298]
theft-headline: ಕಾರಿನ ಕಿಟಕಿ ಗಾಜು ಪುಡಿ ಮಾಡಿ ೨ ಲಕ್ಷ ಕಳವು	[741, 1371, 875, 1381]
show-cast: ರಾಮಕೃಷ್ಣ, ರೋಜಾರಮಣಿ	[75, 1087, 135, 1095]
show-cast: ಸಾಯಿಕುಮಾರ್, ಪ್ರೇಮ ಮೀನಾ, ರಮೇಶ್	[166, 669, 260, 677]
hani-author: – ಸಿನಿಕ, ಕೋಲಾರ	[219, 253, 262, 262]
brief-photo-3	[706, 1196, 910, 1310]
masthead	[48, 28, 912, 49]
tv-listing	[55, 1182, 155, 1219]
good-word-box	[50, 52, 268, 155]
program-text: ಚಿಂತಾಮಣಿನಗರದ ವ್ಯಾಸರಾಗ ಗೋಷ್ಠಿಯಿಂದ ಸಾಹಿತ್ಯಕೂಟದಲ್ಲಿ ಹಿರಿಯ ಕಲಾವಿದರ ಕಾರ್ಯಕ್ರಮವಾಗಿ ಶನಿವಾರ ಸಂಜೆ ೬-೩೦ ಘಂಟೆಗೆ ಯಮುನಾ ರಾವ್ ಅವರಿಂದ ಭಕ್ತಿ ಗೀತೆಗಳ ಕಾರ್ಯಕ್ರಮ ನಡೆಯಲಿದೆ.	[55, 548, 156, 601]
show-title: ನಾಗದೇವತೆ	[194, 788, 232, 799]
pop-text-2b: ನಿಗದಿತ ಪ್ರದೇಶಗಳಲ್ಲಿ ಸ್ಥಾಪಿಸಲಾದ ತಾತ್ಕಾಲಿಕ ಹೊಂಡಗಳಲ್ಲಿ ವಿಗ್ರಹಗಳನ್ನು ವಿಸರ್ಜಿಸಬೇಕು. ನಿಯಮ ಉಲ್ಲಂಘಿಸಿದವರ ವಿರುದ್ಧ ಕಾನೂನು ಕ್ರಮ ಜರುಗಿಸಲಾಗುವುದು. ಪೊಲೀಸ್ ಇಲಾಖೆ, ನಗರಸಭೆ ಹಾಗೂ ಗ್ರಾಮ ಪಂಚಾಯಿತಿಗಳು ಜಂಟಿಯಾಗಿ ಪರಿಶೀಲನೆ ನಡೆಸಲಿವೆ ಎಂದು ತಿಳಿಸಿದ್ದಾರೆ. ಪ್ರಾದೇಶಿಕ ಸಾರಿಗೆ ಅಧಿಕಾರಿಗಳು ಜಿಲ್ಲೆಯ ಗಡಿ ಭಾಗಗಳಲ್ಲಿ ಪ್ಲಾಸ್ಟರ್ ಆಫ್ ಪ್ಯಾರಿಸ್ ವಿಗ್ರಹಗಳ ಸಾಗಾಣಿಕೆಯನ್ನು ತಡೆಯಲು ಚೆಕ್ ಪೋಸ್ಟ್ ಸ್ಥಾಪಿಸಬೇಕು.	[599, 837, 699, 956]
page-bottom-rule	[48, 1517, 912, 1518]
show-time: ಇಂದು ಮ. ೨-೦೦ ಘಂಟೆಗೆ	[182, 691, 244, 699]
pop-text-1: ಕೋಲಾರ ಆ ೧೬ ಪ್ಲಾಸ್ಟರ್ ಆಫ್ ಪ್ಯಾರಿಸ್ ಹಾಗೂ ರಾಸಾಯನಿಕ ಗುಣಗಳುಳ್ಳ ಬಣ್ಣಗಳಿಂದ ತಯಾರಿಸಿದ ಗಣೇಶ ವಿಗ್ರಹಗಳ ಉತ್ಪಾದನೆ, ಮಾರಾಟ ಹಾಗೂ ಜಲಮೂಲಗಳಲ್ಲಿ ವಿಸರ್ಜನೆಯನ್ನು ನಿಷೇಧಿಸಲಾಗಿದೆ ಎಂದು ಜಿಲ್ಲಾಧಿಕಾರಿ ಅಕ್ರಂ ಪಾಷ ಆದೇಶ ಹೊರಡಿಸಿದ್ದಾರೆ. ಮುಂಬರುವ ಗಣೇಶ ಚತುರ್ಥಿ ಹಬ್ಬದ ಪ್ರಯುಕ್ತ ಪರಿಸರ ಸ್ನೇಹಿ ವಿಗ್ರಹಗಳನ್ನು ಮಾತ್ರ ಬಳಸಬೇಕು. ಕರ್ನಾಟಕ ರಾಜ್ಯ ಮಾಲಿನ್ಯ ನಿಯಂತ್ರಣ ಮಂಡಳಿಯ ನಿರ್ದೇಶನದಂತೆ ಕ್ರಮ ಕೈಗೊಳ್ಳಲಾಗಿದೆ.	[488, 837, 592, 956]
channel-name: ಉದಯ ಮೂವೀಸ್	[79, 1135, 131, 1144]
show-cast: ಅಂಬರೀಶ್, ಆರತಿ	[192, 344, 234, 352]
channel-name: ಕಲರ್ಸ್ ಕನ್ನಡ ಸಿನಿಮಾ	[183, 728, 243, 737]
show-time: ಇಂದು ಮ. ೩ ಘಂಟೆಗೆ	[187, 462, 239, 470]
apmc-row	[782, 752, 906, 767]
bvk-dateline: ಕೋಲಾರ ಆ ೧೬	[327, 83, 366, 92]
show-title: ಶ್ರೀಮಂಜುನಾಥ	[188, 899, 238, 910]
lead-col-1	[372, 112, 482, 777]
tv-listings	[161, 315, 267, 1515]
show-title: ಶ್ರೀಚಾಮುಂಡೇಶ್ವರಿ ಪೂಜಾ ಮಹಿಮೆ	[63, 1058, 147, 1084]
apmc-item: ಹಾಗಲಕಾಯಿ	[782, 620, 815, 629]
tv-listing	[164, 812, 262, 849]
page-label: ದ್ವಿತೀಯ ಪುಟ	[109, 33, 151, 44]
tv-listing	[164, 354, 262, 413]
tv-listing	[55, 1134, 155, 1182]
milk-text-cont: ಶ್ರೀನಿವಾಸಪುರ ಆ ೧೬ ಮುಂದಿನ ದಿನಗಳಲ್ಲಿ ಹೆಚ್ಚಿನ ಸಂಖ್ಯೆಯಲ್ಲಿ ಸ್ವಯಂಚಾಲಿತ ಸಮೂಹ ಹಾಲು ಕರೆಯುವ ಯಂತ್ರ ಘಟಕಗಳನ್ನು ಸಂಘಗಳಲ್ಲಿ ಅಳವಡಿಸಲು ಕ್ರಮ ಕೈಗೊಳ್ಳಲಾಗುವುದು ಎಂದು ಕೋಚಿಮುಲ್ ನಿರ್ದೇಶಕ ಎನ್. ಹನುಮೇಶ್ ತಿಳಿಸಿದರು. ತಾಲೂಕಿನ ಮಲ್ಲಪಲ್ಲಿ ಗ್ರಾಮದಲ್ಲಿ ಹಾಲು ಉತ್ಪಾದಕರ ಸಹಕಾರ ಸಂಘದಲ್ಲಿ ನೂತನ ಘಟಕ ಉದ್ಘಾಟಿಸಿ ಮಾತನಾಡಿದರು. ಗ್ರಾಮೀಣ ಪ್ರದೇಶಗಳಲ್ಲಿ ರೈತರು ಹೈನುಗಾರಿಕೆಯನ್ನು ಪ್ರಮುಖ ಉದ್ಯೋಗವಾಗಿ ಅವಲಂಬಿಸಿದ್ದಾರೆ.	[632, 623, 772, 720]
tv-listing	[164, 886, 262, 923]
show-time: ಇಂದು ಮ. ೧ ಘಂಟೆಗೆ	[79, 1220, 131, 1228]
theft-text: ಚಿಂತಾಮಣಿ ಆ ೧೬- ಬ್ಯಾಂಕಿನಿಂದ ಹಣ ಡ್ರಾ ಮಾಡಿಕೊಂಡು ಕಾರಿನಲ್ಲಿಟ್ಟು ಹೋಟೆಲ್‌ಗೆ ತೆರಳಿದ್ದ ವೇಳೆ ದುಷ್ಕರ್ಮಿಗಳು ಕಾರಿನ ಕಿಟಕಿ ಗಾಜು ಪುಡಿ ಮಾಡಿ ೨ ಲಕ್ಷ ರೂ ನಗದು ಕಳವು ಮಾಡಿರುವ ಘಟನೆ ನಡೆದಿದೆ. ಪ್ರಕರಣ ದಾಖಲಾಗಿದೆ.	[706, 1387, 910, 1418]
paper-name: ಕೋಲಾರ ಪತ್ರಿಕೆ	[55, 33, 100, 44]
show-time: ಇಂದು ಮ. ೧೨ ಘಂಟೆಗೆ	[185, 414, 241, 422]
show-cast: ಆದಿತ್ಯ, ಹರಿಶಂಕರ್, ಪಾಯಲ್ ರಾಧಾಕೃಷ್ಣ	[166, 573, 260, 581]
apmc-item: ಕ್ಯಾರೆಟ್	[782, 695, 802, 704]
show-title: ಡಕೋಟ ಎಕ್ಸ್‌ಪ್ರೆಸ್	[182, 426, 244, 437]
apmc-price: 1500-3000	[858, 739, 906, 749]
good-word-text: ಈ ಲೋಕದಲ್ಲಿ ಯಾರ ಕೆಲಸವು ಧರ್ಮ ಸಾಧನೆಗೆ ಅಲ್ಲವೋ ಮತ್ತು ವೈರಾಗ್ಯಕ್ಕಾಗಿ ಅಲ್ಲವೋ ಅಥವಾ ಪೂಜ್ಯರ ಸೇವೆಗಾಗಿ ಅಲ್ಲವೋ, ಆ ಮನುಷ್ಯನು ಒಂದು ರೀತಿಯಲ್ಲಿ ಬದುಕಿದ್ದರೂ ಸತ್ತಂತೆಯೇ ಸರಿ.	[56, 80, 262, 115]
show-time: ಇಂದು ಬೆಳಿಗ್ಗೆ ೭ ಘಂಟೆಗೆ	[77, 1146, 133, 1154]
show-title: ಕೊಲ್ಲೂರ ಶ್ರೀ ಮೂಕಾಂಬಿಕೆ	[169, 751, 257, 762]
telelok-title: ಟೆಕಾಲೋಕ	[164, 963, 262, 980]
show-time: ಇಂದು ರಾತ್ರಿ ೯ ಘಂಟೆಗೆ	[186, 547, 240, 555]
program-text: ಕೋಲಾರ ಜಿಲ್ಲಾ ಪಂಚಾಯಿತಿ ಮುಖ್ಯ ಕಾರ್ಯನಿರ್ವಾಹಕ ಅಧಿಕಾರಿಗಳು ಇಂದು ಜಿಲ್ಲಾ ಕೇಂದ್ರ ಸ್ಥಾನದಲ್ಲಿದ್ದು ಕಚೇರಿ ಕೆಲಸ ಕಾರ್ಯ ನಿರ್ವಹಿಸಲಿವೆ.	[55, 633, 156, 675]
nagarasabhe-text: ಕೋಲಾರ ಆ ೧೬ ಜಿಲ್ಲೆಯ ನಗರ ಸ್ಥಳೀಯ ಸಂಸ್ಥೆಗಳ ಅಧ್ಯಕ್ಷ ಉಪಾಧ್ಯಕ್ಷ ಸ್ಥಾನಗಳಿಗೆ ಚುನಾವಣೆ ನಿಗದಿಪಡಿಸಲಾಗಿದೆ. ಆಗಸ್ಟ್ ೩೦ ರಂದು ಕೆಜಿಎಫ್ ನಗರಸಭೆ ಹಾಗೂ ಕೋಲಾರ ನಗರಸಭೆಗೆ ಚುನಾವಣೆ ನಡೆಯಲಿದೆ ಎಂದು ಜಿಲ್ಲಾಧಿಕಾರಿ ತಿಳಿಸಿದ್ದಾರೆ.	[599, 1033, 699, 1108]
apmc-item: ಚಪ್ಪರದವರೆ	[782, 725, 813, 734]
lead-text-cont: ಶ್ರೀನಿವಾಸಪುರ ಆ ೧೬ ಮುಂದಿನ ದಿನಗಳಲ್ಲಿ ಹೆಚ್ಚಿನ ಸಂಖ್ಯೆಯಲ್ಲಿ ಸ್ವಯಂಚಾಲಿತ ಸಮೂಹ ಹಾಲು ಕರೆಯುವ ಯಂತ್ರ ಘಟಕಗಳನ್ನು ಸಂಘಗಳಲ್ಲಿ ಅಳವಡಿಸಲು ಕ್ರಮ ಕೈಗೊಳ್ಳಲಾಗುವುದು ಎಂದು ಕೋಚಿಮುಲ್ ನಿರ್ದೇಶಕ ಎನ್. ಹನುಮೇಶ್ ತಿಳಿಸಿದರು. ತಾಲೂಕಿನ ಮಲ್ಲಪಲ್ಲಿ ಗ್ರಾಮದಲ್ಲಿ ಹಾಲು ಉತ್ಪಾದಕರ ಸಹಕಾರ ಸಂಘದಲ್ಲಿ ನೂತನ ಘಟಕ ಉದ್ಘಾಟಿಸಿ ಮಾತನಾಡಿದರು. ಗ್ರಾಮೀಣ ಪ್ರದೇಶಗಳಲ್ಲಿ ರೈತರು ಹೈನುಗಾರಿಕೆಯನ್ನು ಪ್ರಮುಖ ಉದ್ಯೋಗವಾಗಿ ಅವಲಂಬಿಸಿದ್ದಾರೆ.	[374, 301, 480, 420]
bvk-title-2: ಬಿ.ವಿ.ಕಂ ಗ್ರಾಹಕರ ಸಂವಾದ ಸಭೆ	[275, 198, 365, 224]
apmc-item: ಬೀಟ್‌ರೂಟ್	[782, 605, 815, 614]
apmc-row	[782, 602, 906, 617]
continued-text: ಸಾರ್ವಜನಿಕರು ಪ್ರತಿ ಸಮಿತಿಯವರು ಕಡ್ಡಾಯವಾಗಿ ಸ್ಥಳೀಯ ಸಂಸ್ಥೆಗಳಿಂದ ಅನುಮತಿ ಪಡೆಯಬೇಕು. ಧ್ವನಿವರ್ಧಕ ಬಳಕೆಗೆ ಪೊಲೀಸ್ ಇಲಾಖೆಯ ಅನುಮತಿ ಕಡ್ಡಾಯ ಎಂದು ಸೂಚಿಸಲಾಗಿದೆ.	[274, 659, 366, 712]
tv-listing	[55, 1256, 155, 1293]
show-cast: ಗಣೇಶ್, ರವಿಚಂದ್ರನ್	[188, 876, 238, 884]
bvk-title-3: ವಿದ್ಯುತ್ ಗ್ರಾಹಕರ ಸಂವಾದ ಸಭೆ	[277, 298, 363, 324]
apmc-price: 1500-3500	[858, 679, 906, 689]
